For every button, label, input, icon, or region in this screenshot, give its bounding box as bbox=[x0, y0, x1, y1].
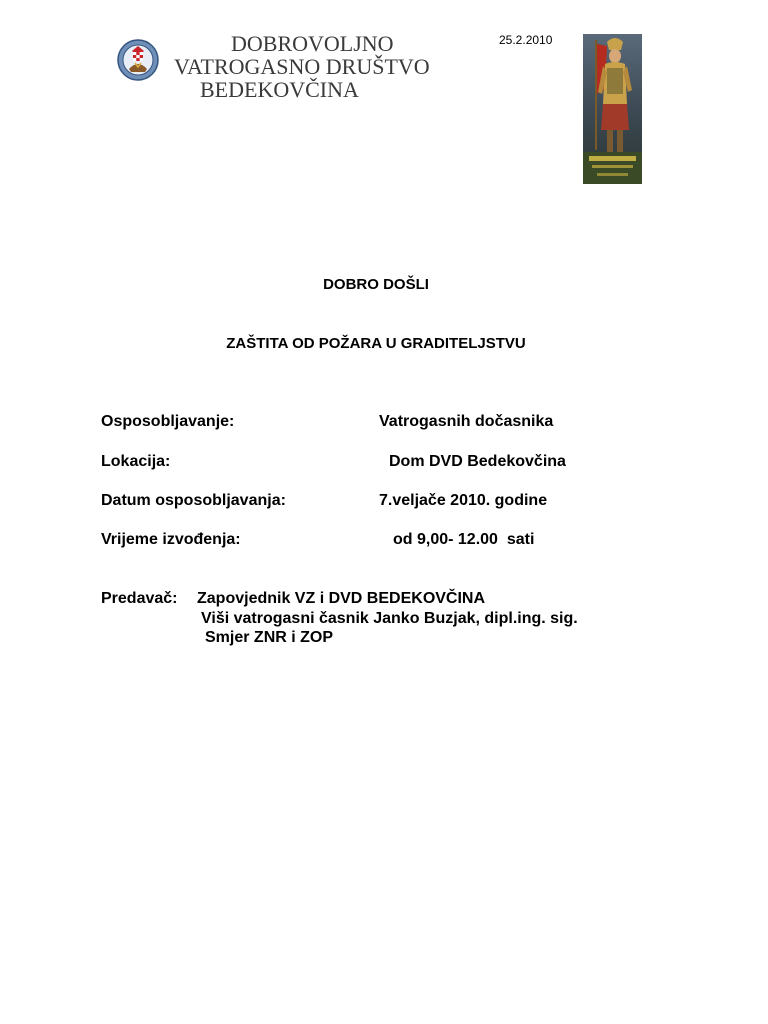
fire-brigade-emblem-icon bbox=[117, 39, 159, 81]
document-date: 25.2.2010 bbox=[499, 33, 553, 47]
training-value: Vatrogasnih dočasnika bbox=[379, 413, 554, 430]
organization-name-line-3: BEDEKOVČINA bbox=[200, 77, 359, 102]
location-value: Dom DVD Bedekovčina bbox=[389, 453, 566, 470]
location-label: Lokacija: bbox=[101, 453, 171, 470]
saint-florian-statue-image bbox=[583, 34, 642, 184]
training-label: Osposobljavanje: bbox=[101, 413, 235, 430]
topic-heading: ZAŠTITA OD POŽARA U GRADITELJSTVU bbox=[226, 335, 526, 352]
organization-name-line-1: DOBROVOLJNO bbox=[231, 31, 394, 56]
welcome-heading: DOBRO DOŠLI bbox=[323, 276, 429, 293]
lecturer-label: Predavač: bbox=[101, 590, 178, 607]
time-label: Vrijeme izvođenja: bbox=[101, 531, 241, 548]
lecturer-line-2: Viši vatrogasni časnik Janko Buzjak, dipl.ing. sig. bbox=[201, 610, 578, 627]
training-date-value: 7.veljače 2010. godine bbox=[379, 492, 548, 509]
time-value: od 9,00- 12.00 sati bbox=[393, 531, 535, 548]
lecturer-line-3: Smjer ZNR i ZOP bbox=[205, 629, 334, 646]
training-date-label: Datum osposobljavanja: bbox=[101, 492, 286, 509]
organization-name-line-2: VATROGASNO DRUŠTVO bbox=[174, 54, 430, 79]
lecturer-line-1: Zapovjednik VZ i DVD BEDEKOVČINA bbox=[197, 590, 486, 607]
